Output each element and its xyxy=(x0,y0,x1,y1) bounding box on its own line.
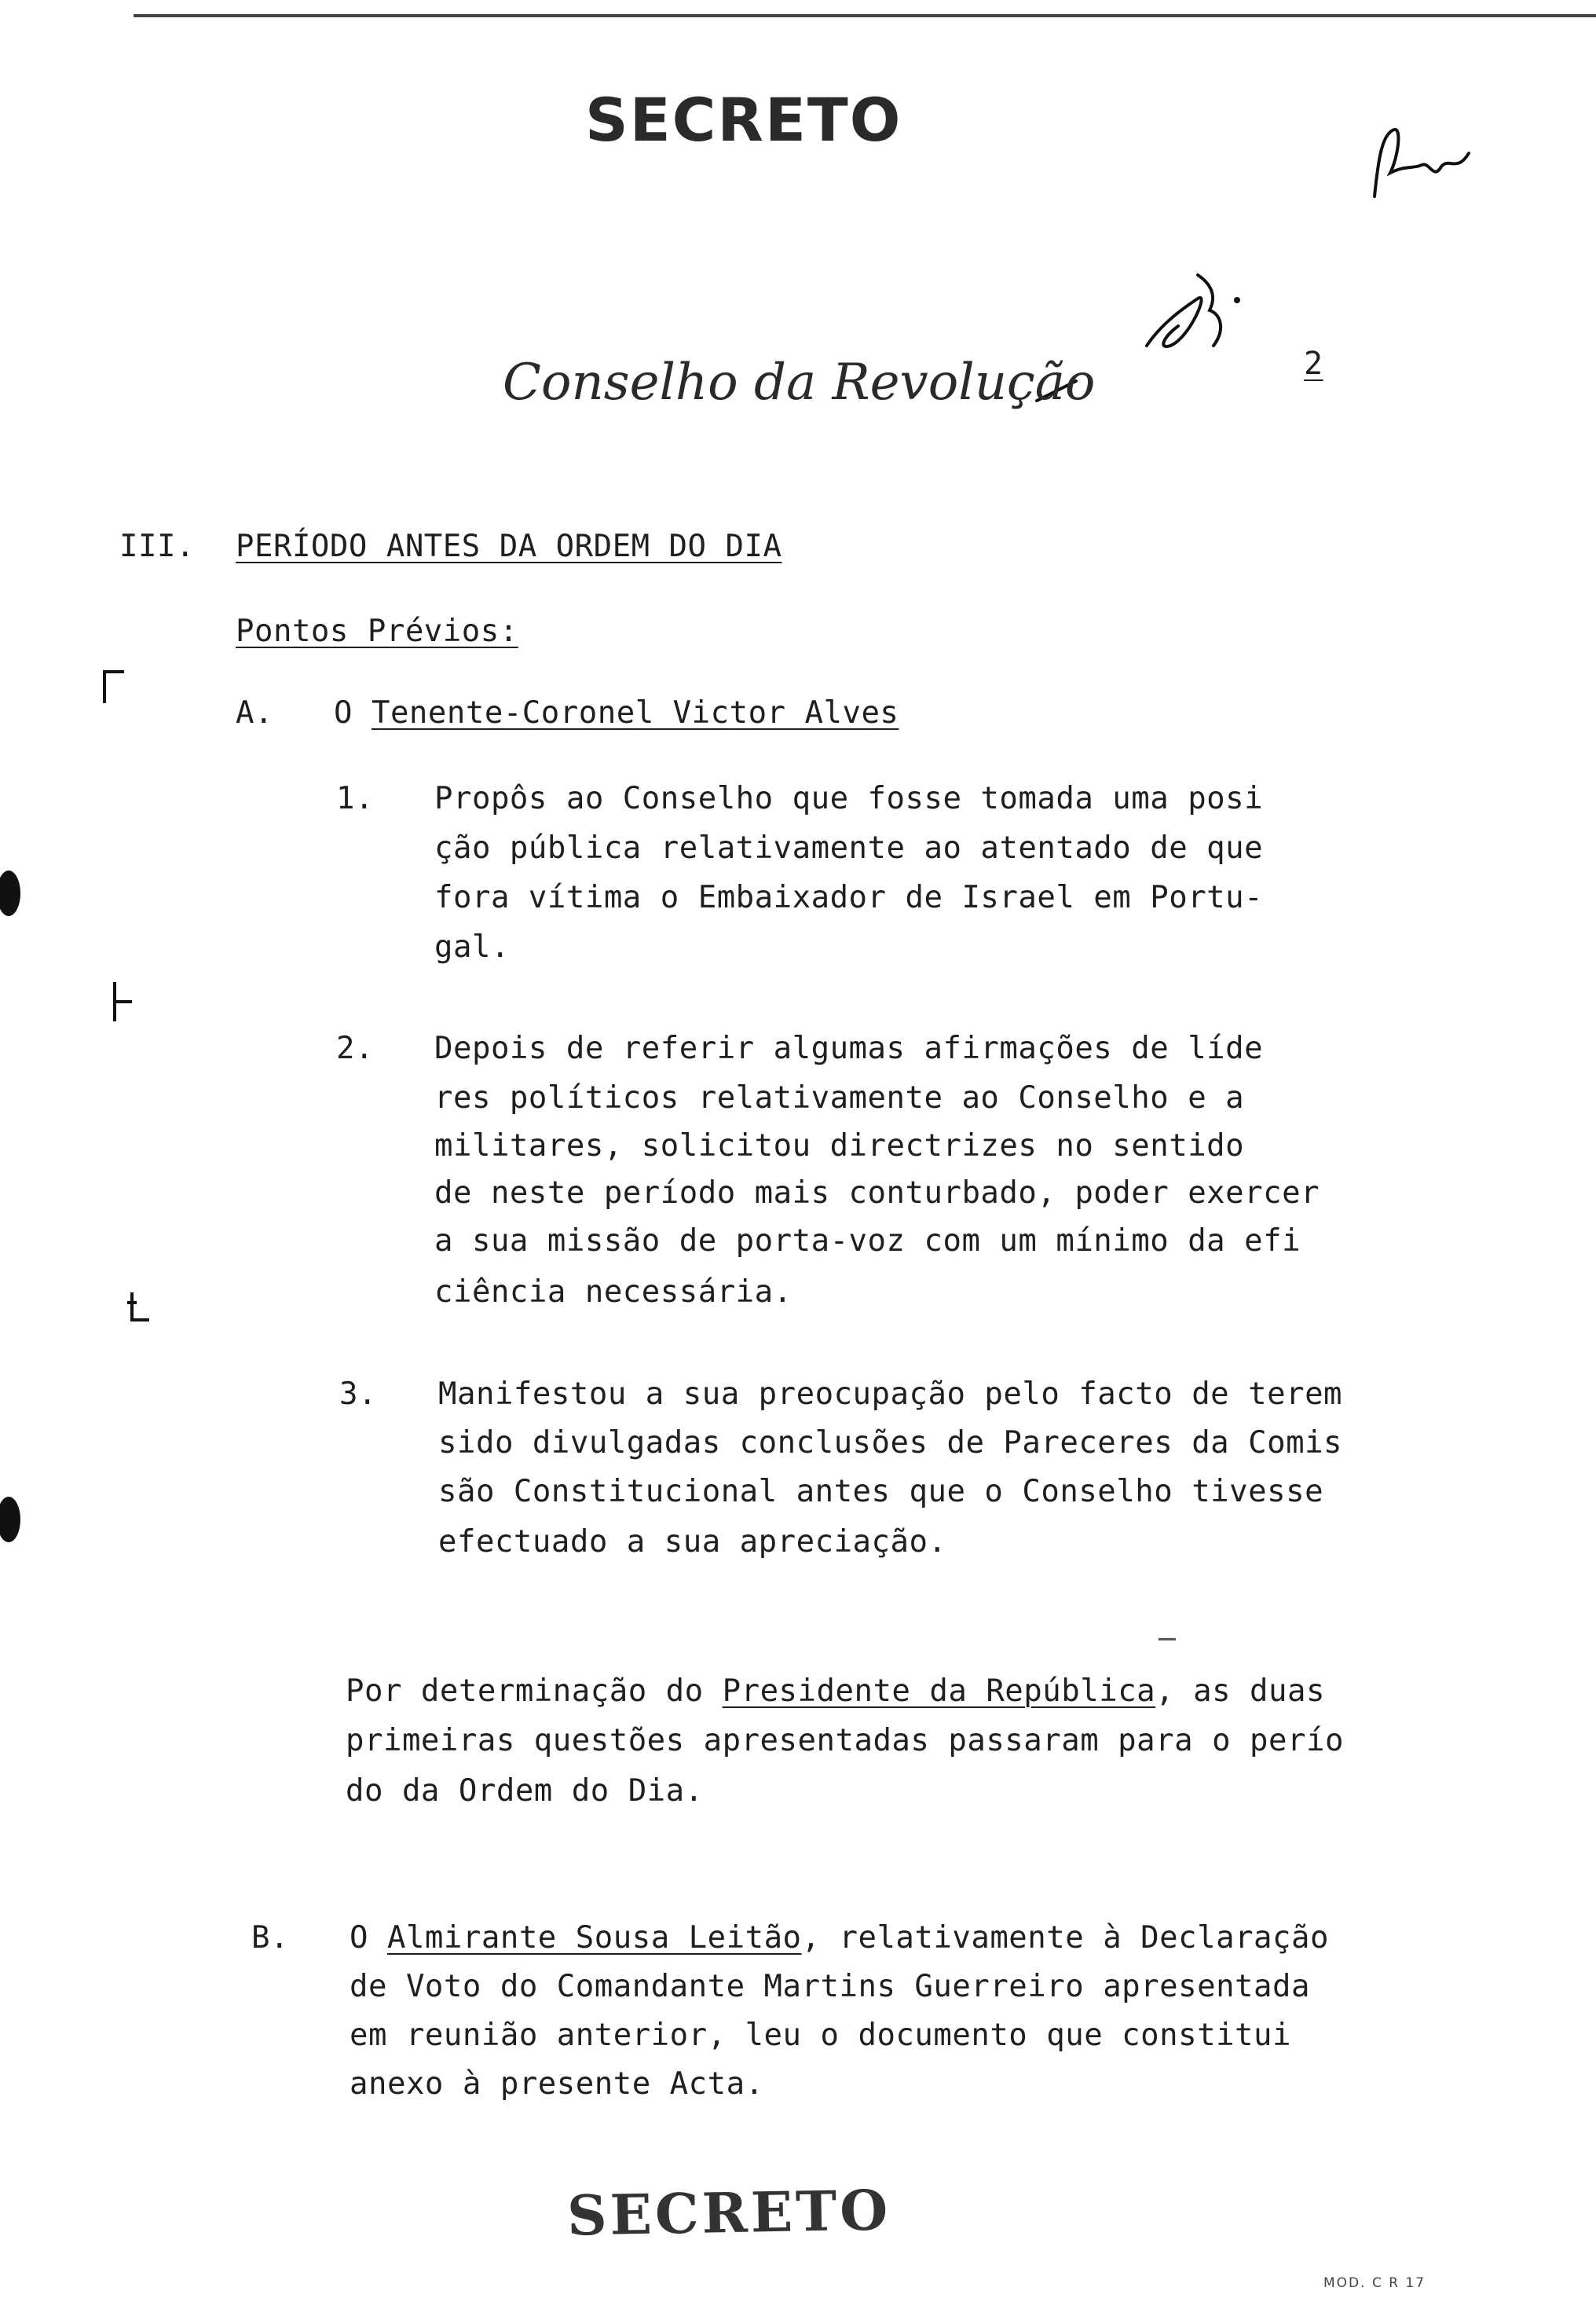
point-3-line: são Constitucional antes que o Conselho tivesse xyxy=(438,1474,1324,1509)
binder-hole xyxy=(0,1497,20,1542)
item-b-line: de Voto do Comandante Martins Guerreiro apresentada xyxy=(350,1969,1310,2004)
item-a-heading-name: Tenente-Coronel Victor Alves xyxy=(371,695,899,731)
item-a-heading xyxy=(334,695,899,731)
point-2-number: 2. xyxy=(336,1031,374,1066)
scan-edge-line xyxy=(134,14,1596,17)
point-1-line: gal. xyxy=(434,929,510,965)
point-1-line: fora vítima o Embaixador de Israel em Portu- xyxy=(434,880,1264,915)
admiral-name: Almirante Sousa Leitão xyxy=(386,1920,802,1956)
crop-mark-bottom xyxy=(126,1288,157,1328)
item-a-heading-prefix: O xyxy=(334,695,372,731)
section-number: III. xyxy=(119,529,195,564)
point-3-number: 3. xyxy=(339,1376,377,1412)
section-title: PERÍODO ANTES DA ORDEM DO DIA xyxy=(236,529,782,564)
item-b-line: anexo à presente Acta. xyxy=(350,2066,764,2102)
point-2-line: de neste período mais conturbado, poder exercer xyxy=(434,1175,1320,1211)
small-dash xyxy=(1159,1638,1176,1640)
item-b-suffix: , relativamente à Declaração xyxy=(801,1920,1329,1956)
crop-mark-middle xyxy=(108,978,140,1025)
page-number: 2 xyxy=(1304,346,1323,382)
determination-prefix: Por determinação do xyxy=(346,1673,723,1709)
point-3-line: sido divulgadas conclusões de Pareceres da Comis xyxy=(438,1425,1343,1461)
point-3-line: efectuado a sua apreciação. xyxy=(438,1524,947,1560)
item-b-line: em reunião anterior, leu o documento que constitui xyxy=(350,2018,1291,2053)
point-1-line: Propôs ao Conselho que fosse tomada uma posi xyxy=(434,781,1264,816)
point-1-line: ção pública relativamente ao atentado de que xyxy=(434,830,1264,866)
handwritten-annotation xyxy=(1367,110,1484,212)
point-2-line: ciência necessária. xyxy=(434,1274,793,1310)
point-2-line: Depois de referir algumas afirmações de líde xyxy=(434,1031,1264,1066)
form-code: MOD. C R 17 xyxy=(1323,2275,1426,2291)
classification-stamp-top: SECRETO xyxy=(585,85,902,155)
point-1-number: 1. xyxy=(336,781,374,816)
point-3-line: Manifestou a sua preocupação pelo facto de terem xyxy=(438,1376,1343,1412)
letterhead: Conselho da Revolução xyxy=(503,354,1096,412)
determination-line: primeiras questões apresentadas passaram para o perío xyxy=(346,1723,1344,1758)
determination-line: do da Ordem do Dia. xyxy=(346,1773,704,1809)
determination-suffix: , as duas xyxy=(1155,1673,1325,1709)
point-2-line: res políticos relativamente ao Conselho e a xyxy=(434,1080,1245,1116)
classification-stamp-bottom: SECRETO xyxy=(566,2177,891,2249)
item-a-letter: A. xyxy=(236,695,273,731)
item-b-line xyxy=(350,1920,1329,1956)
point-2-line: a sua missão de porta-voz com um mínimo da efi xyxy=(434,1223,1301,1259)
point-2-line: militares, solicitou directrizes no sentido xyxy=(434,1128,1245,1164)
item-b-letter: B. xyxy=(251,1920,289,1956)
crop-mark-top xyxy=(101,668,132,707)
president-name: Presidente da República xyxy=(722,1673,1156,1709)
binder-hole xyxy=(0,871,20,916)
determination-line xyxy=(346,1673,1325,1709)
item-b-prefix: O xyxy=(350,1920,387,1956)
subtitle: Pontos Prévios: xyxy=(236,614,518,649)
